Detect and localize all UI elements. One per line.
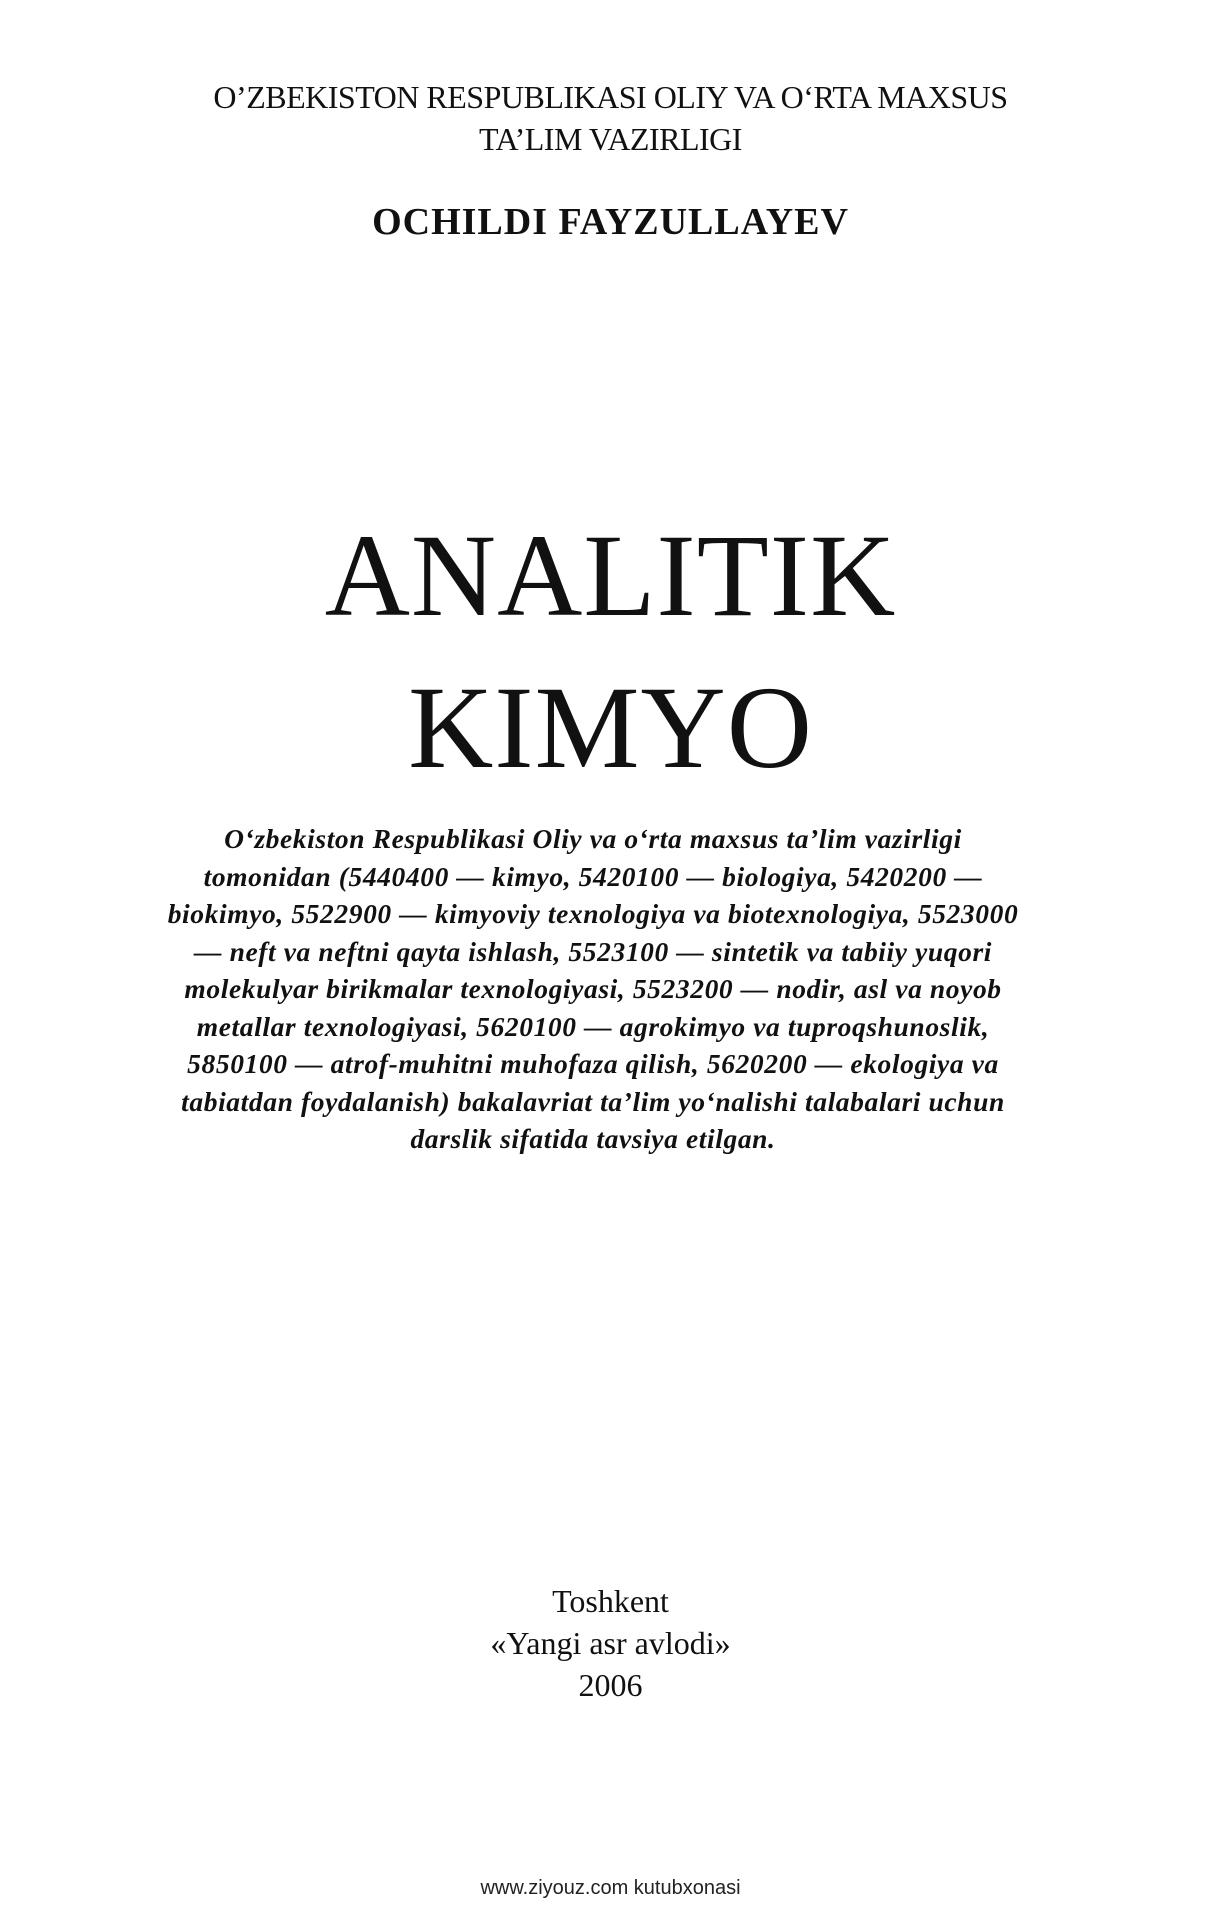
recommendation-line-1: O‘zbekiston Respublikasi Oliy va o‘rta maxsus ta’lim vazirligi (224, 823, 962, 854)
recommendation-line-3: biokimyo, 5522900 — kimyoviy texnologiya va biotexnologiya, 5523000 (167, 898, 1019, 929)
recommendation-text (88, 820, 1098, 1158)
publication-imprint (0, 1580, 1221, 1706)
imprint-publisher: «Yangi asr avlodi» (490, 1625, 731, 1661)
imprint-year: 2006 (578, 1667, 643, 1703)
book-title-line-2: KIMYO (408, 662, 813, 793)
imprint-city: Toshkent (552, 1583, 669, 1619)
ministry-heading (0, 76, 1221, 160)
ministry-line-2: TA’LIM VAZIRLIGI (479, 121, 742, 157)
recommendation-line-4: — neft va neftni qayta ishlash, 5523100 — sintetik va tabiiy yuqori (194, 935, 992, 967)
author-name: OCHILDI FAYZULLAYEV (372, 201, 849, 243)
recommendation-line-6: metallar texnologiyasi, 5620100 — agrokimyo va tuproqshunoslik, (196, 1010, 990, 1042)
book-title-line-1: ANALITIK (324, 510, 897, 641)
book-title (0, 500, 1221, 804)
recommendation-line-2: tomonidan (5440400 — kimyo, 5420100 — biologiya, 5420200 — (203, 860, 983, 892)
recommendation-line-5: molekulyar birikmalar texnologiyasi, 5523200 — nodir, asl va noyob (184, 973, 1002, 1004)
footer-website: www.ziyouz.com kutubxonasi (480, 1877, 741, 1899)
recommendation-line-8: tabiatdan foydalanish) bakalavriat ta’lim yo‘nalishi talabalari uchun (181, 1085, 1005, 1117)
recommendation-line-7: 5850100 — atrof-muhitni muhofaza qilish, 5620200 — ekologiya va (187, 1048, 999, 1079)
ministry-line-1: O’ZBEKISTON RESPUBLIKASI OLIY VA O‘RTA MAXSUS (213, 79, 1008, 115)
recommendation-line-9: darslik sifatida tavsiya etilgan. (410, 1123, 776, 1154)
